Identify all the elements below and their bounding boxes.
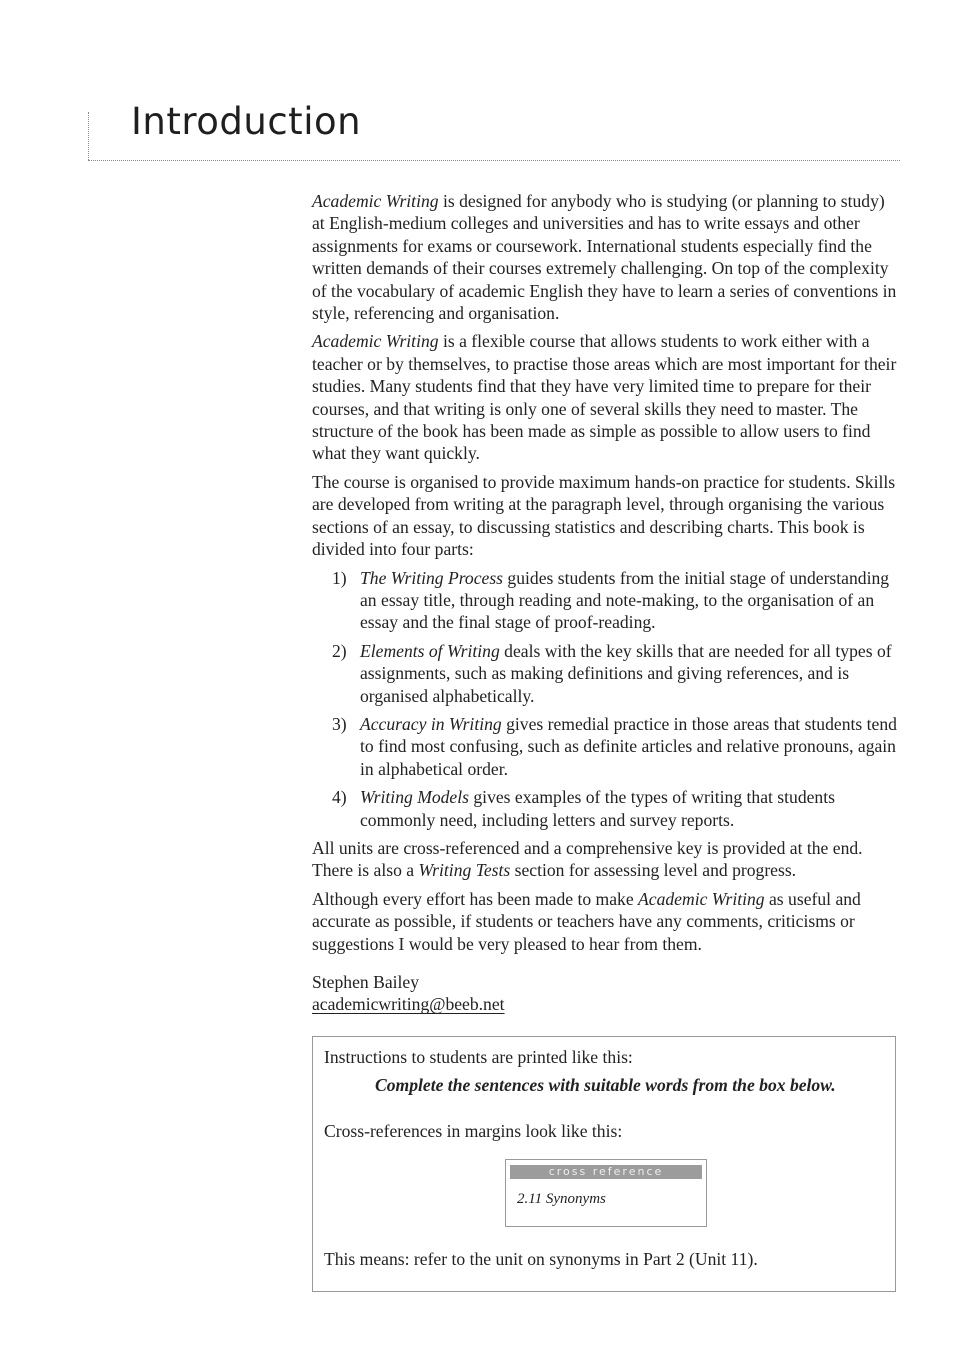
part-title: Writing Models: [360, 787, 469, 808]
cross-reference-item: 2.11 Synonyms: [517, 1191, 606, 1207]
cross-reference-header: cross reference: [510, 1165, 702, 1179]
part-description: gives remedial practice in those areas that students tend to find most confusing, such as definite articles and relative pronouns, again in alphabetical order.: [360, 713, 897, 779]
intro-paragraph-1: [312, 190, 898, 324]
intro-paragraph-4: [312, 837, 898, 882]
header-rule-horizontal: [88, 160, 900, 161]
intro-paragraph-3: The course is organised to provide maximum hands-on practice for students. Skills are developed from writing at the paragraph level, through organising the various sections of an essay, to discussing statistics and describing charts. This book is divided into four parts:: [312, 471, 896, 560]
book-title: Academic Writing: [638, 888, 765, 909]
instructions-label: Instructions to students are printed like this:: [324, 1047, 633, 1067]
paragraph-text: is a flexible course that allows students to work either with a teacher or by themselves, to practise those areas which are most important for their studies. Many students find that they have very limited time to prepare for their courses, and that writing is only one of several skills they need to master. The structure of the book has been made as simple as possible to allow users to find what they want quickly.: [312, 331, 897, 464]
part-description: deals with the key skills that are needed for all types of assignments, such as making definitions and giving references, and is organised alphabetically.: [360, 640, 892, 706]
part-item: [312, 786, 898, 831]
intro-paragraph-2: [312, 330, 898, 464]
part-number: 2): [332, 640, 347, 661]
part-description: guides students from the initial stage of understanding an essay title, through reading and note-making, to the organisation of an essay and the final stage of proof-reading.: [360, 567, 890, 633]
part-title: The Writing Process: [360, 567, 504, 588]
signature: [312, 971, 898, 1016]
header-rule-vertical: [88, 112, 89, 160]
book-title: Academic Writing: [312, 331, 439, 352]
part-item: [312, 713, 898, 780]
part-number: 1): [332, 567, 347, 588]
intro-paragraph-5: [312, 888, 898, 955]
part-number: 3): [332, 713, 347, 734]
cross-reference-sample: [505, 1159, 707, 1227]
part-title: Accuracy in Writing: [360, 713, 502, 734]
author-name: Stephen Bailey: [312, 972, 420, 992]
section-title: Writing Tests: [418, 860, 511, 881]
part-title: Elements of Writing: [360, 640, 500, 661]
book-title: Academic Writing: [312, 191, 439, 211]
part-item: [312, 640, 898, 707]
paragraph-text: as useful and accurate as possible, if students or teachers have any comments, criticisms or suggestions I would be very pleased to hear from them.: [312, 888, 861, 954]
part-number: 4): [332, 787, 347, 808]
part-item: [312, 567, 898, 634]
paragraph-text: is designed for anybody who is studying (or planning to study) at English-medium colleges and universities and has to write essays and other assignments for exams or coursework. International students especially find the written demands of their courses extremely challenging. On top of the complexity of the vocabulary of academic English they have to learn a series of conventions in style, referencing and organisation.: [312, 191, 897, 324]
part-description: gives examples of the types of writing that students commonly need, including letters and survey reports.: [360, 787, 835, 830]
crossref-label: Cross-references in margins look like this:: [324, 1121, 623, 1141]
page-title: Introduction: [131, 100, 362, 143]
paragraph-text: section for assessing level and progress.: [510, 860, 797, 881]
parts-list: [312, 567, 898, 831]
author-email-link[interactable]: academicwriting@beeb.net: [312, 994, 505, 1015]
crossref-meaning: This means: refer to the unit on synonyms in Part 2 (Unit 11).: [324, 1249, 758, 1269]
intro-body: [312, 190, 898, 1016]
instruction-example: Complete the sentences with suitable words from the box below.: [375, 1075, 836, 1095]
paragraph-text: Although every effort has been made to make: [312, 888, 639, 909]
conventions-box: [312, 1036, 896, 1292]
paragraph-text: All units are cross-referenced and a comprehensive key is provided at the end. There is also a: [312, 837, 863, 881]
